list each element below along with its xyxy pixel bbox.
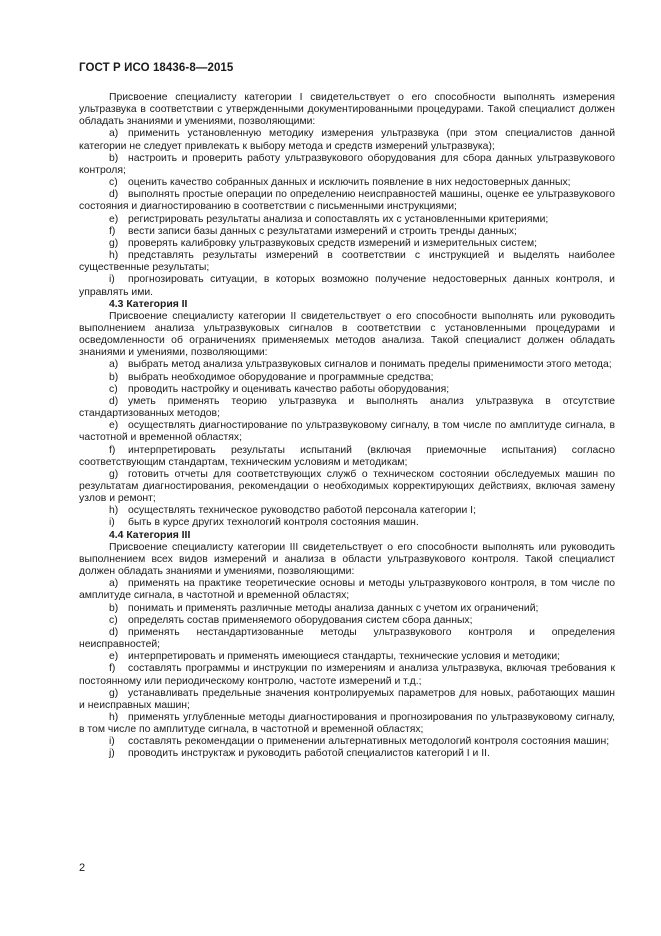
list-item xyxy=(79,688,615,712)
category-2-intro: Присвоение специалисту категории II свидетельствует о его способности выполнять или руководить выполнением анализа ультразвуковых сигналов в соответствии с установленными процедурами и осведомленности об ограничениях применяемых методов анализа. Такой специалист должен обладать знаниями и умениями, позволяющими: xyxy=(79,310,615,359)
list-item xyxy=(79,214,615,226)
list-item-text: выбрать метод анализа ультразвуковых сигналов и понимать пределы применимости этого метода; xyxy=(128,359,612,371)
list-item-text: настроить и проверить работу ультразвукового оборудования для сбора данных ультразвукового контроля; xyxy=(79,152,615,176)
list-item-marker: i) xyxy=(109,736,115,748)
list-item xyxy=(79,469,615,505)
category-3-list xyxy=(79,578,615,760)
list-item-marker: d) xyxy=(109,395,119,407)
list-item-text: выполнять простые операции по определению неисправностей машины, оценке ее ультразвукового состояния и диагностированию в соответствии с письменными инструкциями; xyxy=(79,189,615,213)
list-item-text: применять нестандартизованные методы ультразвукового контроля и определения неисправностей; xyxy=(79,626,615,651)
list-item-text: представлять результаты измерений в соответствии с инструкцией и выделять наиболее существенные результаты; xyxy=(79,250,615,274)
list-item-marker: e) xyxy=(109,651,119,663)
list-item-text: проводить настройку и оценивать качество работы оборудования; xyxy=(128,383,450,395)
list-item-text: проверять калибровку ультразвуковых средств измерений и измерительных систем; xyxy=(128,237,537,249)
list-item-text: проводить инструктаж и руководить работой специалистов категорий I и II. xyxy=(128,748,490,760)
list-item xyxy=(79,578,615,602)
list-item-marker: c) xyxy=(109,383,118,395)
list-item xyxy=(79,238,615,250)
list-item xyxy=(79,712,615,736)
list-item xyxy=(79,748,615,760)
list-item xyxy=(79,651,615,663)
list-item xyxy=(79,445,615,469)
list-item-text: составлять рекомендации о применении альтернативных методологий контроля состояния машин; xyxy=(128,736,610,748)
list-item-marker: e) xyxy=(109,213,119,225)
list-item xyxy=(79,177,615,189)
list-item-text: уметь применять теорию ультразвука и выполнять анализ ультразвука в отсутствие стандартизованных методов; xyxy=(79,395,615,420)
list-item xyxy=(79,250,615,274)
list-item xyxy=(79,420,615,444)
list-item xyxy=(79,603,615,615)
list-item-text: оценить качество собранных данных и исключить появление в них недостоверных данных; xyxy=(128,177,571,189)
list-item xyxy=(79,663,615,687)
list-item-text: быть в курсе других технологий контроля состояния машин. xyxy=(128,517,419,529)
list-item xyxy=(79,384,615,396)
list-item xyxy=(79,627,615,651)
list-item xyxy=(79,274,615,298)
list-item xyxy=(79,359,615,371)
list-item xyxy=(79,736,615,748)
list-item-marker: b) xyxy=(109,371,119,383)
list-item xyxy=(79,226,615,238)
list-item-marker: h) xyxy=(109,711,119,723)
list-item-marker: h) xyxy=(109,505,119,517)
list-item-marker: b) xyxy=(109,602,119,614)
list-item-marker: g) xyxy=(109,468,119,480)
list-item-marker: d) xyxy=(109,626,119,638)
list-item-marker: d) xyxy=(109,189,119,201)
list-item-text: понимать и применять различные методы анализа данных с учетом их ограничений; xyxy=(128,602,539,614)
category-3-intro: Присвоение специалисту категории III свидетельствует о его способности выполнять или руководить выполнением всех видов измерений и анализа в области ультразвукового контроля. Такой специалист должен обладать знаниями и умениями, позволяющими: xyxy=(79,541,615,578)
list-item-text: применить установленную методику измерения ультразвука (при этом специалистов данной категории не следует привлекать к выбору метода и средств измерений ультразвука); xyxy=(79,128,615,152)
category-2-list xyxy=(79,359,615,529)
list-item-text: осуществлять диагностирование по ультразвуковому сигналу, в том числе по амплитуде сигнала, в частотной и временной областях; xyxy=(79,420,615,444)
list-item-marker: g) xyxy=(109,237,119,249)
list-item-text: составлять программы и инструкции по измерениям и анализа ультразвука, включая требования к постоянному или периодическому контролю, частоте измерений и т.д.; xyxy=(79,663,615,687)
list-item-text: применять углубленные методы диагностирования и прогнозирования по ультразвуковому сигналу, в том числе по амплитуде сигнала, в частотной и временной областях; xyxy=(79,711,615,736)
list-item-text: осуществлять техническое руководство работой персонала категории I; xyxy=(128,505,476,517)
list-item xyxy=(79,372,615,384)
list-item xyxy=(79,153,615,177)
category-3-heading: 4.4 Категория III xyxy=(109,529,191,541)
list-item-marker: h) xyxy=(109,250,119,262)
list-item-marker: a) xyxy=(109,578,119,590)
list-item xyxy=(79,517,615,529)
list-item-marker: b) xyxy=(109,152,119,164)
list-item-text: применять на практике теоретические основы и методы ультразвукового контроля, в том числе по амплитуде сигнала, в частотной и временной областях; xyxy=(79,578,615,602)
category-1-list xyxy=(79,128,615,298)
list-item-text: готовить отчеты для соответствующих служб о техническом состоянии обследуемых машин по результатам диагностирования, рекомендации о необходимых корректирующих действиях, включая замену узлов и ремонт; xyxy=(79,468,615,505)
list-item-text: выбрать необходимое оборудование и программные средства; xyxy=(128,371,434,383)
category-2-heading: 4.3 Категория II xyxy=(109,298,188,310)
list-item xyxy=(79,505,615,517)
list-item-marker: c) xyxy=(109,614,118,626)
document-body xyxy=(79,92,615,761)
list-item-marker: g) xyxy=(109,687,119,699)
list-item-text: вести записи базы данных с результатами измерений и строить тренды данных; xyxy=(128,225,517,237)
list-item-marker: f) xyxy=(109,225,116,237)
list-item xyxy=(79,189,615,213)
page-number: 2 xyxy=(79,862,86,874)
list-item-marker: i) xyxy=(109,517,115,529)
list-item xyxy=(79,615,615,627)
list-item-text: интерпретировать результаты испытаний (включая приемочные испытания) согласно соответствующим стандартам, техническим условиям и методикам; xyxy=(79,444,615,468)
list-item-text: определять состав применяемого оборудования систем сбора данных; xyxy=(128,614,473,626)
list-item-marker: a) xyxy=(109,128,119,140)
list-item xyxy=(79,128,615,152)
list-item xyxy=(79,396,615,420)
list-item-text: интерпретировать и применять имеющиеся стандарты, технические условия и методики; xyxy=(128,651,561,663)
list-item-marker: f) xyxy=(109,444,116,456)
category-1-intro: Присвоение специалисту категории I свидетельствует о его способности выполнять измерения ультразвука в соответствии с утвержденными документированными процедурами. Такой специалист должен обладать знаниями и умениями, позволяющими: xyxy=(79,92,615,128)
list-item-marker: a) xyxy=(109,359,119,371)
list-item-text: устанавливать предельные значения контролируемых параметров для новых, работающих машин и неисправных машин; xyxy=(79,687,615,711)
list-item-marker: e) xyxy=(109,420,119,432)
document-header: ГОСТ Р ИСО 18436-8—2015 xyxy=(79,62,234,74)
list-item-marker: c) xyxy=(109,177,118,189)
list-item-marker: f) xyxy=(109,663,116,675)
list-item-text: регистрировать результаты анализа и сопоставлять их с установленными критериями; xyxy=(128,213,549,225)
list-item-marker: j) xyxy=(109,748,115,760)
list-item-text: прогнозировать ситуации, в которых возможно получение недостоверных данных контроля, и управлять ими. xyxy=(79,274,615,298)
list-item-marker: i) xyxy=(109,274,115,286)
